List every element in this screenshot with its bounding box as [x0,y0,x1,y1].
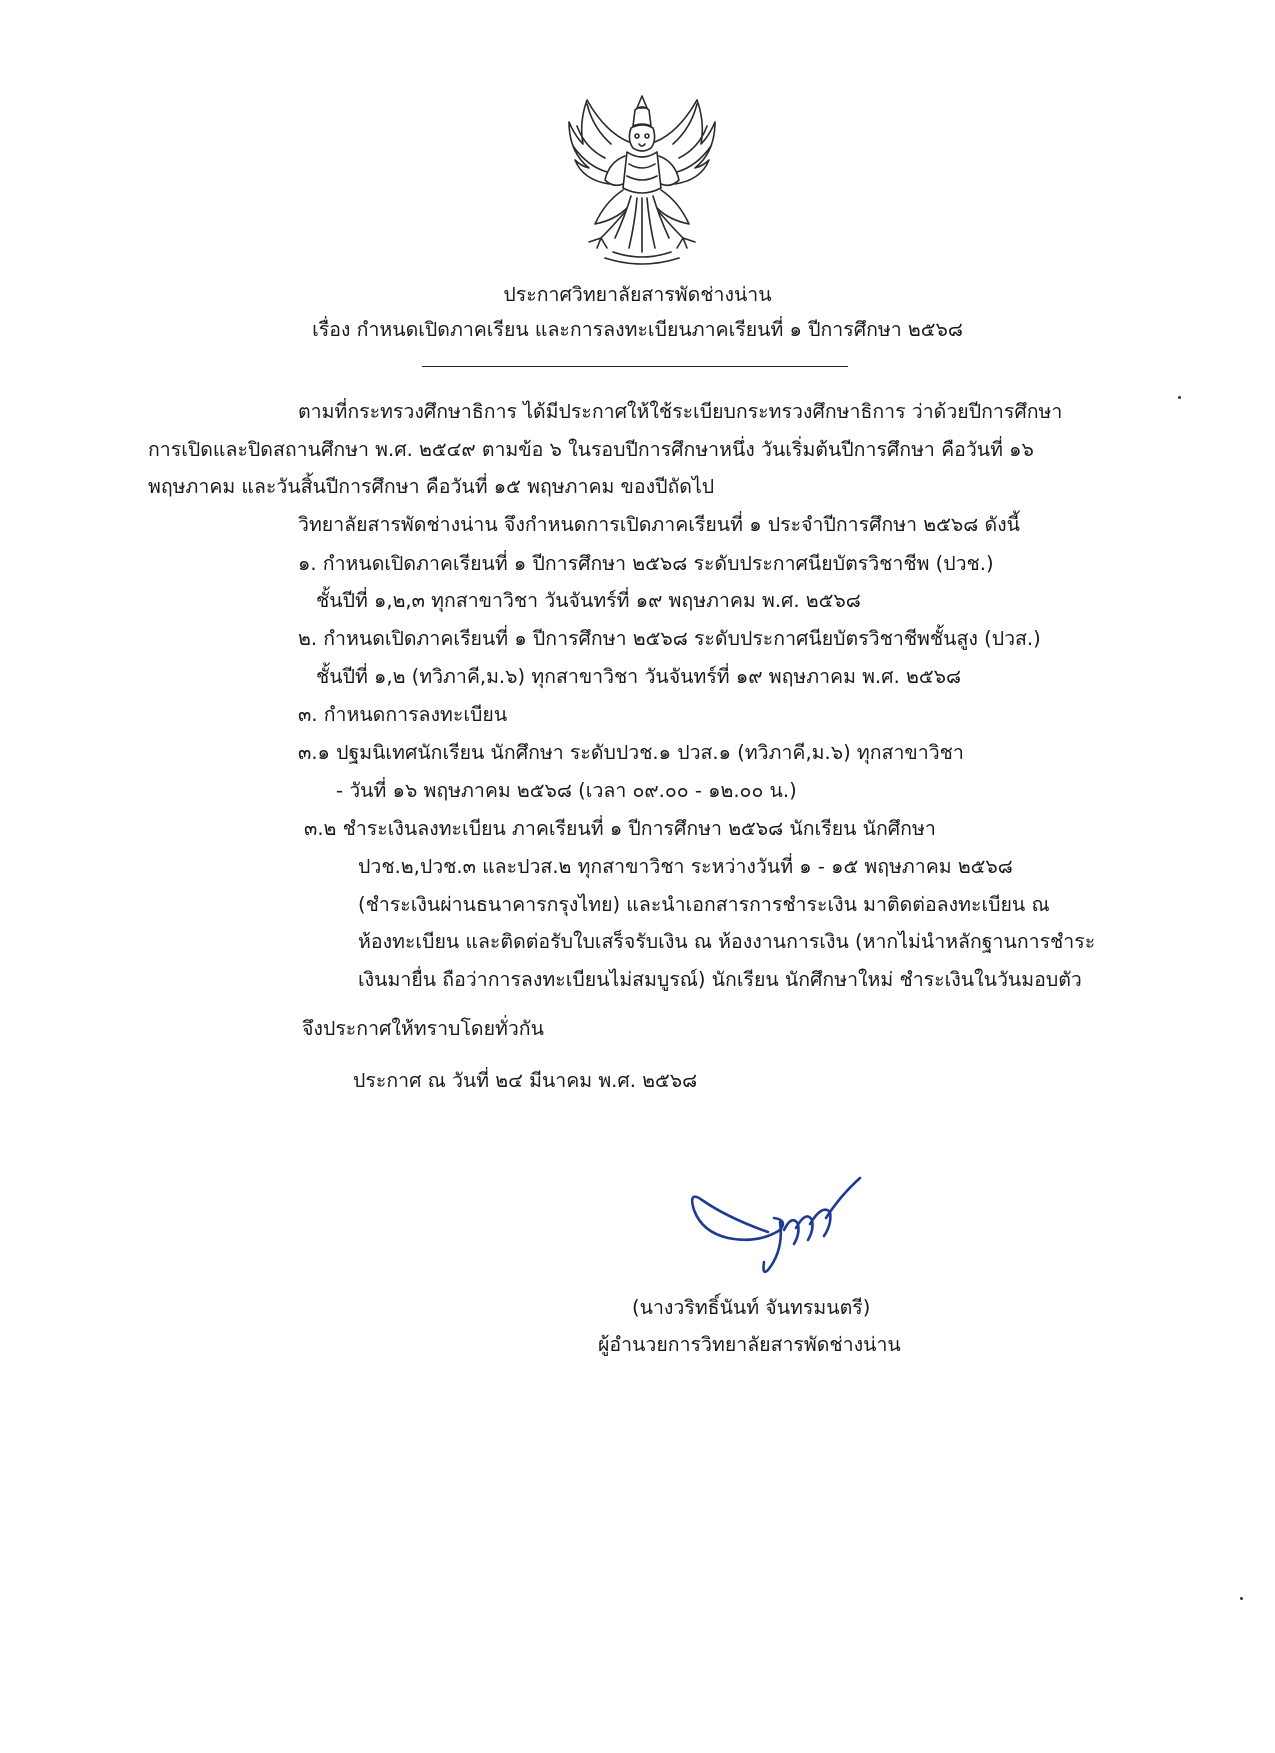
body-line: ตามที่กระทรวงศึกษาธิการ ได้มีประกาศให้ใช้ระเบียบกระทรวงศึกษาธิการ ว่าด้วยปีการศึกษา [298,400,1063,423]
signature-image [688,1170,868,1280]
sub-list-item: ๓.๑ ปฐมนิเทศนักเรียน นักศึกษา ระดับปวช.๑ ปวส.๑ (ทวิภาคี,ม.๖) ทุกสาขาวิชา [298,741,964,764]
signatory-position: ผู้อำนวยการวิทยาลัยสารพัดช่างน่าน [598,1333,901,1356]
title-divider [422,366,848,367]
sub-list-item-detail: เงินมายื่น ถือว่าการลงทะเบียนไม่สมบูรณ์) นักเรียน นักศึกษาใหม่ ชำระเงินในวันมอบตัว [358,968,1082,991]
sub-list-item-detail: ห้องทะเบียน และติดต่อรับใบเสร็จรับเงิน ณ ห้องงานการเงิน (หากไม่นำหลักฐานการชำระ [358,930,1096,953]
scan-speck [1240,1597,1243,1600]
document-subject: เรื่อง กำหนดเปิดภาคเรียน และการลงทะเบียนภาคเรียนที่ ๑ ปีการศึกษา ๒๕๖๘ [312,318,963,341]
list-item: ๓. กำหนดการลงทะเบียน [298,703,508,726]
announcement-date: ประกาศ ณ วันที่ ๒๔ มีนาคม พ.ศ. ๒๕๖๘ [353,1069,698,1092]
list-item-detail: ชั้นปีที่ ๑,๒ (ทวิภาคี,ม.๖) ทุกสาขาวิชา วันจันทร์ที่ ๑๙ พฤษภาคม พ.ศ. ๒๕๖๘ [316,665,961,688]
sub-list-item: ๓.๒ ชำระเงินลงทะเบียน ภาคเรียนที่ ๑ ปีการศึกษา ๒๕๖๘ นักเรียน นักศึกษา [304,817,936,840]
body-line: พฤษภาคม และวันสิ้นปีการศึกษา คือวันที่ ๑๕ พฤษภาคม ของปีถัดไป [148,475,715,498]
sub-list-item-detail: (ชำระเงินผ่านธนาคารกรุงไทย) และนำเอกสารการชำระเงิน มาติดต่อลงทะเบียน ณ [358,893,1050,916]
list-item: ๑. กำหนดเปิดภาคเรียนที่ ๑ ปีการศึกษา ๒๕๖๘ ระดับประกาศนียบัตรวิชาชีพ (ปวช.) [298,552,994,575]
document-title: ประกาศวิทยาลัยสารพัดช่างน่าน [503,283,772,306]
sub-list-item-detail: - วันที่ ๑๖ พฤษภาคม ๒๕๖๘ (เวลา ๐๙.๐๐ - ๑๒.๐๐ น.) [336,779,797,802]
list-item: ๒. กำหนดเปิดภาคเรียนที่ ๑ ปีการศึกษา ๒๕๖๘ ระดับประกาศนียบัตรวิชาชีพชั้นสูง (ปวส.) [298,627,1041,650]
signatory-name: (นางวริทธิ์นันท์ จันทรมนตรี) [632,1296,871,1319]
scan-speck [1178,396,1181,399]
garuda-emblem-icon [565,92,720,270]
closing-statement: จึงประกาศให้ทราบโดยทั่วกัน [302,1017,544,1040]
list-item-detail: ชั้นปีที่ ๑,๒,๓ ทุกสาขาวิชา วันจันทร์ที่ ๑๙ พฤษภาคม พ.ศ. ๒๕๖๘ [316,589,861,612]
sub-list-item-detail: ปวช.๒,ปวช.๓ และปวส.๒ ทุกสาขาวิชา ระหว่างวันที่ ๑ - ๑๕ พฤษภาคม ๒๕๖๘ [358,855,1013,878]
body-line: การเปิดและปิดสถานศึกษา พ.ศ. ๒๕๔๙ ตามข้อ ๖ ในรอบปีการศึกษาหนึ่ง วันเริ่มต้นปีการศึกษา คือวันที่ ๑๖ [148,438,1034,461]
body-line: วิทยาลัยสารพัดช่างน่าน จึงกำหนดการเปิดภาคเรียนที่ ๑ ประจำปีการศึกษา ๒๕๖๘ ดังนี้ [298,513,1021,536]
